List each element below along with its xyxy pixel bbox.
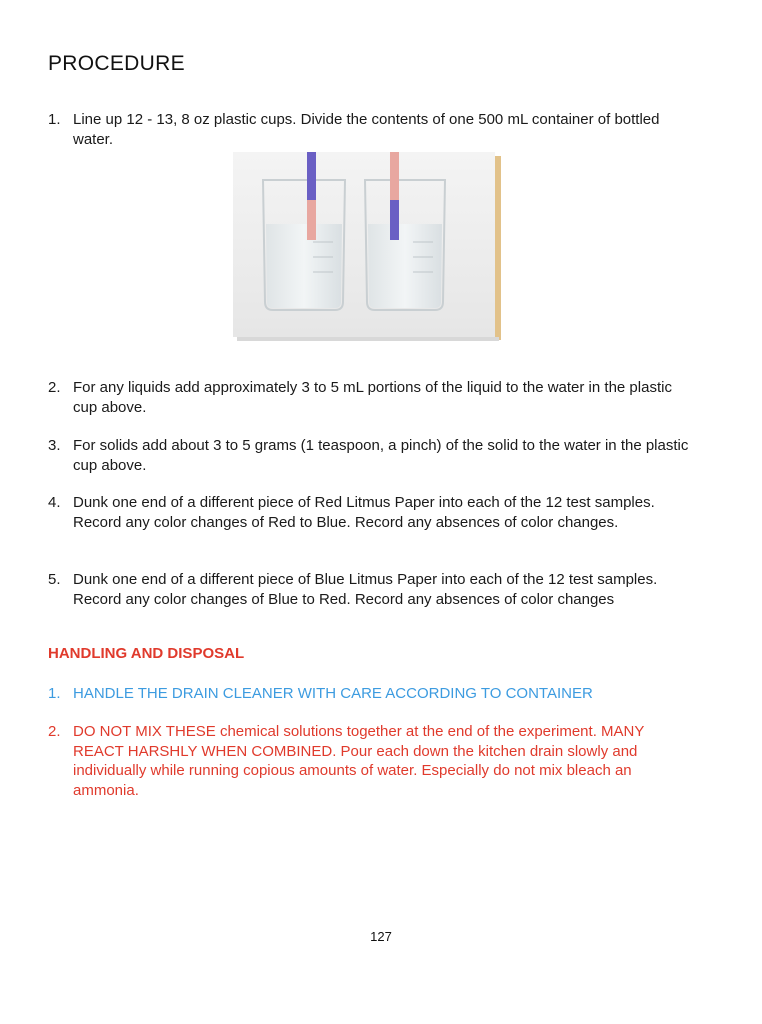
step-text: Line up 12 - 13, 8 oz plastic cups. Divide the contents of one 500 mL container of bottled water.: [73, 111, 660, 148]
handling-heading: HANDLING AND DISPOSAL: [48, 645, 245, 662]
photo-shadow: [237, 337, 499, 341]
handling-number: 2.: [48, 723, 61, 740]
procedure-step-3: [48, 436, 698, 475]
step-number: 2.: [48, 379, 61, 396]
handling-number: 1.: [48, 685, 61, 702]
photo-edge: [495, 156, 501, 340]
blue-litmus-strip: [307, 152, 316, 200]
page-title: PROCEDURE: [48, 52, 185, 75]
handling-text: HANDLE THE DRAIN CLEANER WITH CARE ACCORDING TO CONTAINER: [73, 685, 593, 702]
step-number: 3.: [48, 437, 61, 454]
red-litmus-strip: [390, 152, 399, 200]
step-text: For any liquids add approximately 3 to 5 mL portions of the liquid to the water in the plastic cup above.: [73, 379, 672, 416]
procedure-step-4: [48, 493, 698, 532]
blue-litmus-strip-red-end: [307, 200, 316, 240]
red-litmus-strip-blue-end: [390, 200, 399, 240]
step-number: 1.: [48, 111, 61, 128]
beakers-litmus-figure: [233, 152, 503, 342]
page-number: 127: [370, 929, 392, 944]
handling-item-1: [48, 684, 698, 704]
procedure-step-5: [48, 570, 698, 609]
procedure-step-1: [48, 110, 698, 149]
step-text: For solids add about 3 to 5 grams (1 teaspoon, a pinch) of the solid to the water in the plastic cup above.: [73, 437, 689, 474]
handling-item-2: [48, 722, 698, 800]
handling-text: DO NOT MIX THESE chemical solutions together at the end of the experiment. MANY REACT HARSHLY WHEN COMBINED. Pour each down the kitchen drain slowly and individually while running copious amounts of water. Especially do not mix bleach an ammonia.: [73, 723, 645, 799]
step-text: Dunk one end of a different piece of Red Litmus Paper into each of the 12 test samples. Record any color changes of Red to Blue. Record any absences of color changes.: [73, 494, 655, 531]
step-text: Dunk one end of a different piece of Blue Litmus Paper into each of the 12 test samples. Record any color changes of Blue to Red. Record any absences of color changes: [73, 571, 658, 608]
procedure-step-2: [48, 378, 698, 417]
step-number: 4.: [48, 494, 61, 511]
step-number: 5.: [48, 571, 61, 588]
